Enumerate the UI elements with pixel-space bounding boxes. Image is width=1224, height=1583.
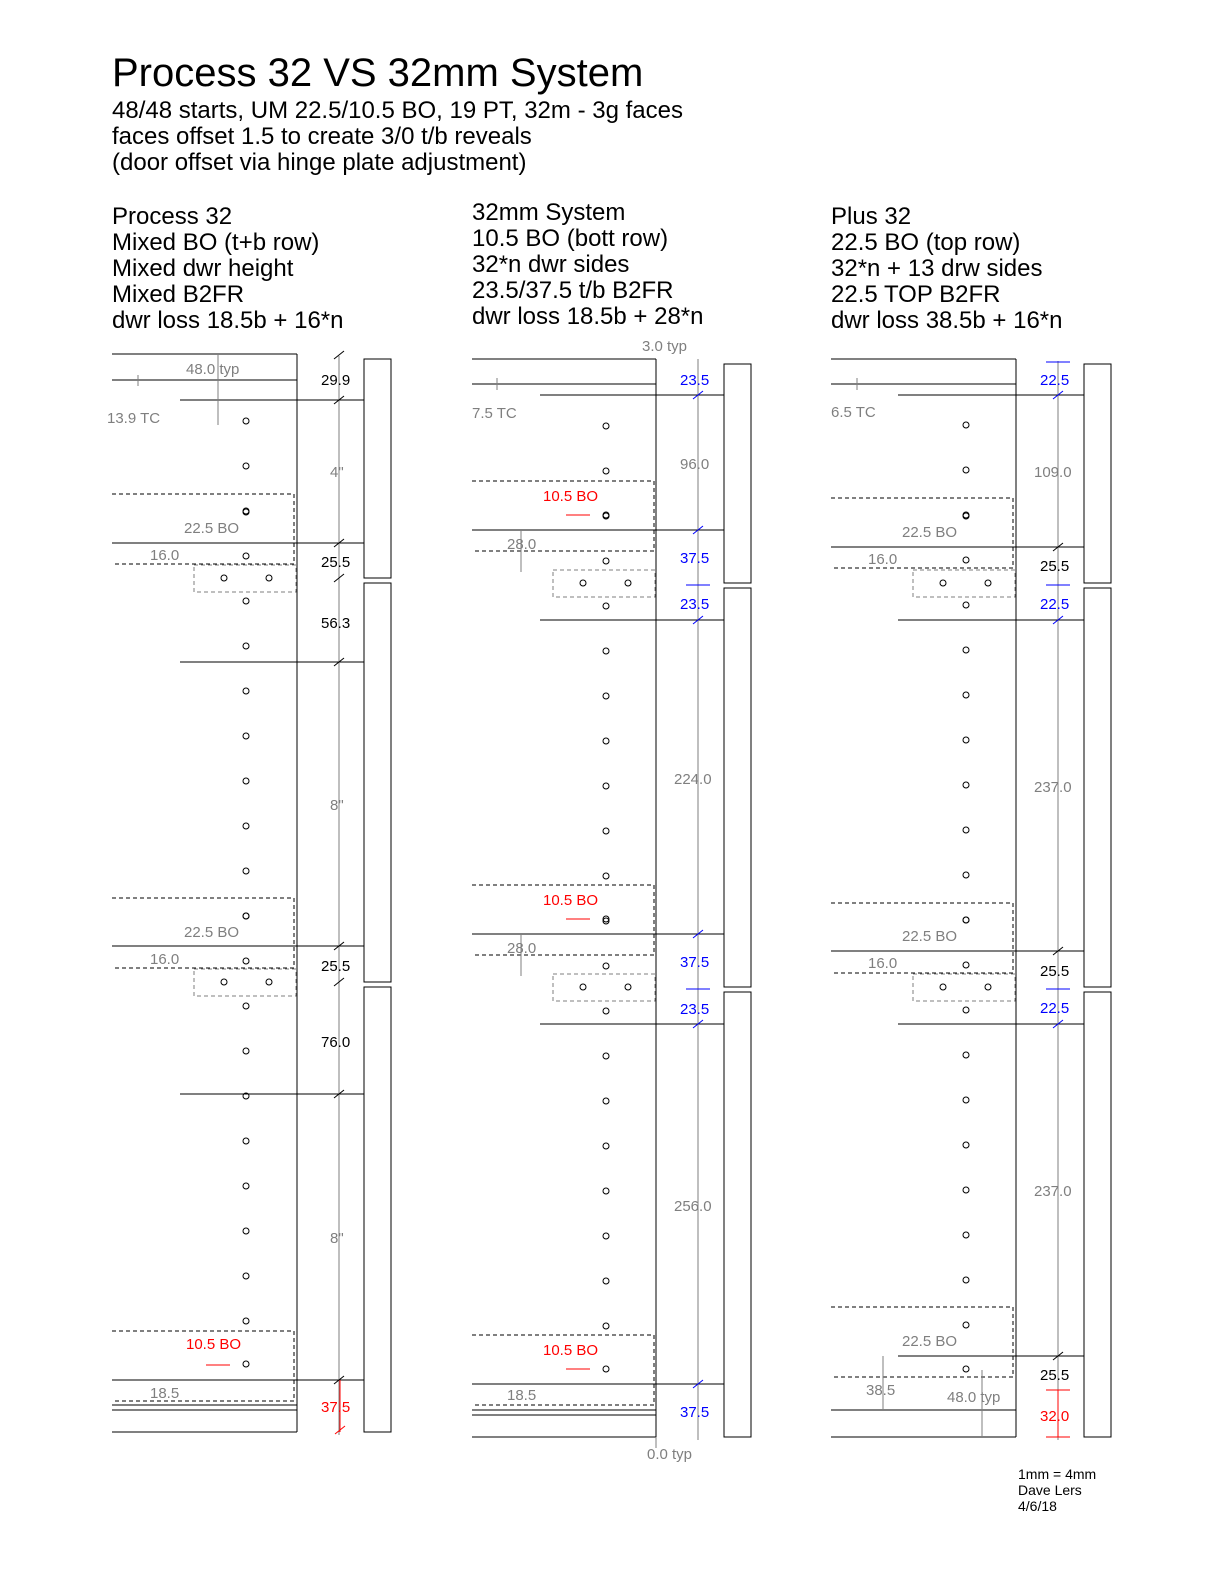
col2-dim-37-5-c: 37.5 bbox=[680, 1404, 710, 1421]
hinge-plate-hole bbox=[221, 575, 227, 581]
col3-dim-25-5-a: 25.5 bbox=[1040, 558, 1070, 575]
col3-label-bo-2: 22.5 BO bbox=[902, 928, 958, 945]
col3-label-tc: 6.5 TC bbox=[831, 404, 876, 421]
bore-hole bbox=[963, 737, 969, 743]
col3-heading-3: 32*n + 13 drw sides bbox=[831, 255, 1043, 282]
col2-dim-37-5-b: 37.5 bbox=[680, 954, 710, 971]
col1-dim-8in-b: 8" bbox=[330, 1230, 344, 1247]
bore-hole bbox=[963, 1187, 969, 1193]
bore-hole bbox=[603, 1053, 609, 1059]
col3-label-38-5: 38.5 bbox=[866, 1382, 896, 1399]
col2-dim-37-5-a: 37.5 bbox=[680, 550, 710, 567]
bore-hole bbox=[243, 778, 249, 784]
bore-hole bbox=[963, 647, 969, 653]
col3-heading-1: Plus 32 bbox=[831, 203, 912, 230]
col1-dim-76: 76.0 bbox=[321, 1034, 351, 1051]
col2-dim-224: 224.0 bbox=[674, 771, 712, 788]
col3-label-bo-3: 22.5 BO bbox=[902, 1333, 958, 1350]
bore-hole bbox=[603, 1233, 609, 1239]
subtitle-line-1: 48/48 starts, UM 22.5/10.5 BO, 19 PT, 32m - 3g faces bbox=[112, 97, 683, 124]
col1-dim-25-5-a: 25.5 bbox=[321, 554, 351, 571]
bore-hole bbox=[243, 643, 249, 649]
col2-dim-23-5-b: 23.5 bbox=[680, 596, 710, 613]
col1-label-16-1: 16.0 bbox=[150, 547, 180, 564]
bore-hole bbox=[243, 1003, 249, 1009]
col2-label-3-typ: 3.0 typ bbox=[642, 338, 688, 355]
footnote-scale: 1mm = 4mm bbox=[1018, 1466, 1097, 1482]
footnote-date: 4/6/18 bbox=[1018, 1498, 1057, 1514]
bore-hole bbox=[963, 467, 969, 473]
col2-label-bo-3: 10.5 BO bbox=[543, 1342, 599, 1359]
col3-dim-22-5-c: 22.5 bbox=[1040, 1000, 1070, 1017]
col2-heading-5: dwr loss 18.5b + 28*n bbox=[472, 303, 704, 330]
bore-hole bbox=[243, 553, 249, 559]
bore-hole bbox=[243, 1273, 249, 1279]
footnote-author: Dave Lers bbox=[1018, 1482, 1082, 1498]
bore-hole bbox=[963, 1052, 969, 1058]
col1-label-18-5: 18.5 bbox=[150, 1385, 180, 1402]
col1-dim-37-5: 37.5 bbox=[321, 1399, 351, 1416]
bore-hole bbox=[603, 1323, 609, 1329]
bore-hole bbox=[243, 418, 249, 424]
bore-hole bbox=[243, 868, 249, 874]
slide-hole bbox=[243, 913, 249, 919]
col1-heading-5: dwr loss 18.5b + 16*n bbox=[112, 307, 344, 334]
bore-hole bbox=[243, 1318, 249, 1324]
bore-hole bbox=[243, 823, 249, 829]
col1-dim-4in: 4" bbox=[330, 464, 344, 481]
bore-hole bbox=[603, 1143, 609, 1149]
bore-hole bbox=[963, 1097, 969, 1103]
bore-hole bbox=[963, 692, 969, 698]
col1-dim-56-3: 56.3 bbox=[321, 615, 351, 632]
bore-hole bbox=[603, 1278, 609, 1284]
bore-hole bbox=[603, 828, 609, 834]
bore-hole bbox=[243, 1048, 249, 1054]
col3-geometry bbox=[831, 359, 1111, 1440]
subtitle-line-3: (door offset via hinge plate adjustment) bbox=[112, 149, 527, 176]
col1-geometry bbox=[112, 354, 391, 1435]
col1-label-bo-2: 22.5 BO bbox=[184, 924, 240, 941]
hinge-plate-hole bbox=[625, 984, 631, 990]
bore-hole bbox=[603, 648, 609, 654]
hinge-plate-hole bbox=[940, 580, 946, 586]
bore-hole bbox=[963, 1007, 969, 1013]
red-ticks bbox=[206, 515, 1070, 1437]
col1-label-16-2: 16.0 bbox=[150, 951, 180, 968]
col2-label-bo-1: 10.5 BO bbox=[543, 488, 599, 505]
bore-hole bbox=[603, 603, 609, 609]
col3-heading-5: dwr loss 38.5b + 16*n bbox=[831, 307, 1063, 334]
hinge-plate-hole bbox=[266, 979, 272, 985]
bore-hole bbox=[963, 872, 969, 878]
col3-heading-4: 22.5 TOP B2FR bbox=[831, 281, 1001, 308]
col3-dim-109: 109.0 bbox=[1034, 464, 1072, 481]
bore-hole bbox=[963, 1322, 969, 1328]
col1-label-bo-1: 22.5 BO bbox=[184, 520, 240, 537]
bore-hole bbox=[963, 422, 969, 428]
bore-hole bbox=[243, 463, 249, 469]
col1-label-48-typ: 48.0 typ bbox=[186, 361, 240, 378]
page-title: Process 32 VS 32mm System bbox=[112, 51, 644, 95]
col3-dim-32: 32.0 bbox=[1040, 1408, 1070, 1425]
col1-heading-2: Mixed BO (t+b row) bbox=[112, 229, 320, 256]
bore-hole bbox=[963, 827, 969, 833]
col2-heading-4: 23.5/37.5 t/b B2FR bbox=[472, 277, 674, 304]
col2-dim-23-5-a: 23.5 bbox=[680, 372, 710, 389]
bore-hole bbox=[963, 782, 969, 788]
col3-dim-237-b: 237.0 bbox=[1034, 1183, 1072, 1200]
bore-hole bbox=[603, 1098, 609, 1104]
bore-hole bbox=[963, 1232, 969, 1238]
bore-hole bbox=[603, 1008, 609, 1014]
col2-geometry bbox=[472, 359, 751, 1448]
col3-label-bo-1: 22.5 BO bbox=[902, 524, 958, 541]
col2-label-tc: 7.5 TC bbox=[472, 405, 517, 422]
blue-ticks bbox=[686, 362, 1070, 1388]
bore-hole bbox=[963, 557, 969, 563]
col1-label-tc: 13.9 TC bbox=[107, 410, 161, 427]
bore-hole bbox=[603, 558, 609, 564]
bore-hole bbox=[603, 423, 609, 429]
col3-dim-22-5-b: 22.5 bbox=[1040, 596, 1070, 613]
col3-label-16-1: 16.0 bbox=[868, 551, 898, 568]
bore-hole bbox=[603, 963, 609, 969]
bore-hole bbox=[243, 733, 249, 739]
col1-label-bo-3: 10.5 BO bbox=[186, 1336, 242, 1353]
col3-label-48-typ: 48.0 typ bbox=[947, 1389, 1001, 1406]
hinge-plate-hole bbox=[940, 984, 946, 990]
col3-heading-2: 22.5 BO (top row) bbox=[831, 229, 1021, 256]
col1-heading-4: Mixed B2FR bbox=[112, 281, 245, 308]
col2-label-28-2: 28.0 bbox=[507, 940, 537, 957]
hinge-plate-hole bbox=[985, 580, 991, 586]
col3-dim-25-5-c: 25.5 bbox=[1040, 1367, 1070, 1384]
col3-dim-237-a: 237.0 bbox=[1034, 779, 1072, 796]
hinge-plate-hole bbox=[221, 979, 227, 985]
bore-hole bbox=[243, 688, 249, 694]
slide-hole bbox=[603, 1366, 609, 1372]
col2-heading-2: 10.5 BO (bott row) bbox=[472, 225, 669, 252]
bore-hole bbox=[603, 738, 609, 744]
bore-hole bbox=[603, 873, 609, 879]
subtitle-line-2: faces offset 1.5 to create 3/0 t/b reveals bbox=[112, 123, 532, 150]
col2-label-0-typ: 0.0 typ bbox=[647, 1446, 693, 1463]
bore-hole bbox=[963, 1277, 969, 1283]
bore-hole bbox=[603, 693, 609, 699]
col2-heading-1: 32mm System bbox=[472, 199, 626, 226]
slide-hole bbox=[963, 917, 969, 923]
col2-heading-3: 32*n dwr sides bbox=[472, 251, 630, 278]
slide-hole bbox=[963, 1366, 969, 1372]
bore-hole bbox=[243, 598, 249, 604]
bore-hole bbox=[243, 958, 249, 964]
hinge-plate-hole bbox=[266, 575, 272, 581]
col3-label-16-2: 16.0 bbox=[868, 955, 898, 972]
slide-hole bbox=[243, 1361, 249, 1367]
bore-hole bbox=[603, 1188, 609, 1194]
col1-heading-3: Mixed dwr height bbox=[112, 255, 294, 282]
hinge-plate-hole bbox=[580, 580, 586, 586]
bore-hole bbox=[243, 1138, 249, 1144]
hinge-plate-hole bbox=[580, 984, 586, 990]
col1-dim-25-5-b: 25.5 bbox=[321, 958, 351, 975]
hinge-plate-hole bbox=[625, 580, 631, 586]
bore-hole bbox=[243, 1183, 249, 1189]
col2-label-18-5: 18.5 bbox=[507, 1387, 537, 1404]
col2-dim-256: 256.0 bbox=[674, 1198, 712, 1215]
col1-dim-8in-a: 8" bbox=[330, 797, 344, 814]
col1-heading-1: Process 32 bbox=[112, 203, 233, 230]
bore-hole bbox=[963, 962, 969, 968]
col2-label-bo-2: 10.5 BO bbox=[543, 892, 599, 909]
col1-dim-29-9: 29.9 bbox=[321, 372, 351, 389]
col3-dim-22-5-a: 22.5 bbox=[1040, 372, 1070, 389]
col2-dim-96: 96.0 bbox=[680, 456, 710, 473]
bore-hole bbox=[963, 602, 969, 608]
bore-hole bbox=[603, 468, 609, 474]
bore-hole bbox=[603, 783, 609, 789]
col2-label-28-1: 28.0 bbox=[507, 536, 537, 553]
col2-dim-23-5-c: 23.5 bbox=[680, 1001, 710, 1018]
col3-dim-25-5-b: 25.5 bbox=[1040, 963, 1070, 980]
bore-hole bbox=[963, 1142, 969, 1148]
hinge-plate-hole bbox=[985, 984, 991, 990]
bore-hole bbox=[243, 1228, 249, 1234]
